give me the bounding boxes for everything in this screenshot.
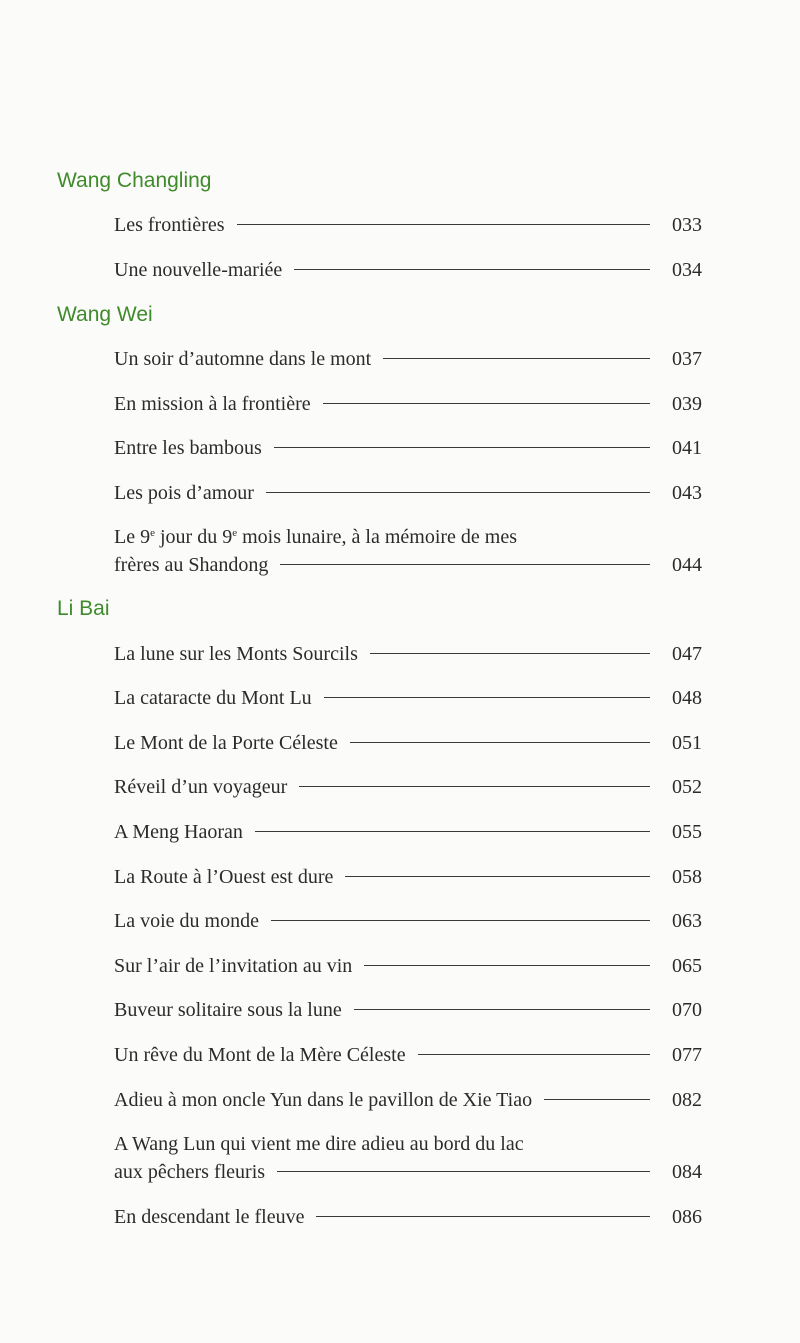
toc-entry[interactable]	[114, 773, 702, 801]
toc-entry[interactable]	[114, 952, 702, 980]
leader-line	[299, 786, 650, 787]
section-author-wang-wei: Wang Wei	[57, 303, 153, 326]
superscript: e	[232, 527, 238, 539]
entry-title-line1	[114, 523, 702, 551]
entry-title-line1: A Wang Lun qui vient me dire adieu au bord du lac	[114, 1133, 524, 1155]
entry-page-number: 065	[672, 955, 702, 977]
toc-entry[interactable]	[114, 684, 702, 712]
entry-title: Sur l’air de l’invitation au vin	[114, 955, 353, 977]
entry-page-number: 041	[672, 437, 702, 459]
entry-page-number: 082	[672, 1089, 702, 1111]
entry-page-number: 034	[672, 259, 702, 281]
superscript: e	[150, 527, 155, 539]
entry-title: Réveil d’un voyageur	[114, 776, 288, 798]
leader-line	[274, 447, 650, 448]
entry-page-number: 063	[672, 910, 702, 932]
entry-page-number: 052	[672, 776, 702, 798]
toc-entry[interactable]	[114, 996, 702, 1024]
leader-line	[324, 697, 650, 698]
toc-entry[interactable]	[114, 479, 702, 507]
entry-page-number: 077	[672, 1044, 702, 1066]
leader-line	[294, 269, 650, 270]
toc-entry[interactable]	[114, 434, 702, 462]
title-text: jour du 9	[154, 526, 233, 548]
title-text: Le 9	[114, 526, 151, 548]
toc-entry[interactable]	[114, 256, 702, 284]
entry-title: Le Mont de la Porte Céleste	[114, 732, 338, 754]
entry-title: Adieu à mon oncle Yun dans le pavillon de Xie Tiao	[114, 1089, 533, 1111]
leader-line	[370, 653, 650, 654]
leader-line	[345, 876, 650, 877]
toc-entry[interactable]	[114, 211, 702, 239]
leader-line	[364, 965, 650, 966]
toc-entry[interactable]	[114, 1041, 702, 1069]
leader-line	[316, 1216, 650, 1217]
entry-page-number: 047	[672, 643, 702, 665]
toc-entry[interactable]	[114, 729, 702, 757]
entry-page-number: 070	[672, 999, 702, 1021]
leader-line	[277, 1171, 650, 1172]
leader-line	[266, 492, 650, 493]
toc-entry[interactable]	[114, 390, 702, 418]
leader-line	[280, 564, 650, 565]
entry-title: En mission à la frontière	[114, 393, 311, 415]
toc-entry[interactable]	[114, 640, 702, 668]
entry-title: La voie du monde	[114, 910, 259, 932]
section-author-li-bai: Li Bai	[57, 597, 110, 620]
entry-title: Un soir d’automne dans le mont	[114, 348, 372, 370]
entry-title: La Route à l’Ouest est dure	[114, 866, 334, 888]
entry-title: Une nouvelle-mariée	[114, 259, 283, 281]
entry-title: aux pêchers fleuris	[114, 1161, 266, 1183]
leader-line	[323, 403, 650, 404]
entry-page-number: 048	[672, 687, 702, 709]
entry-title: Les pois d’amour	[114, 482, 254, 504]
entry-title: Un rêve du Mont de la Mère Céleste	[114, 1044, 406, 1066]
entry-title: En descendant le fleuve	[114, 1206, 305, 1228]
leader-line	[255, 831, 650, 832]
entry-page-number: 039	[672, 393, 702, 415]
entry-title: A Meng Haoran	[114, 821, 243, 843]
toc-entry[interactable]	[114, 1203, 702, 1231]
entry-page-number: 037	[672, 348, 702, 370]
section-author-wang-changling: Wang Changling	[57, 169, 212, 192]
toc-entry-multiline[interactable]	[114, 523, 702, 579]
title-text: mois lunaire, à la mémoire de mes	[237, 526, 518, 548]
leader-line	[383, 358, 650, 359]
entry-page-number: 051	[672, 732, 702, 754]
entry-title: frères au Shandong	[114, 554, 269, 576]
toc-entry[interactable]	[114, 345, 702, 373]
leader-line	[350, 742, 650, 743]
entry-page-number: 044	[672, 554, 702, 576]
entry-page-number: 086	[672, 1206, 702, 1228]
toc-entry[interactable]	[114, 863, 702, 891]
toc-entry[interactable]	[114, 818, 702, 846]
entry-title: Buveur solitaire sous la lune	[114, 999, 342, 1021]
leader-line	[418, 1054, 650, 1055]
entry-title: La cataracte du Mont Lu	[114, 687, 312, 709]
toc-entry[interactable]	[114, 1086, 702, 1114]
leader-line	[354, 1009, 650, 1010]
leader-line	[237, 224, 650, 225]
leader-line	[544, 1099, 650, 1100]
entry-page-number: 084	[672, 1161, 702, 1183]
entry-title: Entre les bambous	[114, 437, 262, 459]
toc-entry[interactable]	[114, 907, 702, 935]
entry-page-number: 043	[672, 482, 702, 504]
entry-page-number: 033	[672, 214, 702, 236]
entry-title: La lune sur les Monts Sourcils	[114, 643, 358, 665]
entry-title: Les frontières	[114, 214, 225, 236]
entry-page-number: 055	[672, 821, 702, 843]
entry-page-number: 058	[672, 866, 702, 888]
leader-line	[271, 920, 650, 921]
toc-entry-multiline[interactable]	[114, 1130, 702, 1186]
